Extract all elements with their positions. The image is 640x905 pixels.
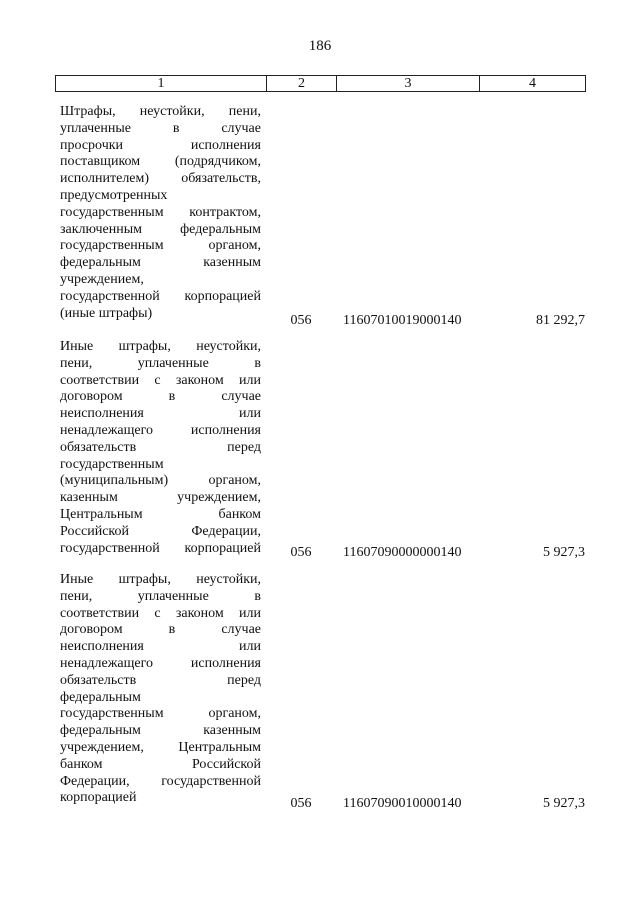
description-line: государственным bbox=[60, 456, 164, 472]
description-line: учреждением, bbox=[60, 271, 144, 287]
description-line: корпорацией bbox=[60, 790, 137, 806]
description-line: неисполнения или bbox=[60, 639, 261, 655]
header-col-3: 3 bbox=[337, 76, 480, 91]
description-line: ненадлежащего исполнения bbox=[60, 422, 261, 438]
description-line: банком Российской bbox=[60, 756, 261, 772]
description-line: поставщиком (подрядчиком, bbox=[60, 154, 261, 170]
description-line: заключенным федеральным bbox=[60, 221, 261, 237]
description-line: государственной корпорацией bbox=[60, 540, 261, 556]
description-line: Иные штрафы, неустойки, bbox=[60, 572, 261, 587]
description-line: договором в случае bbox=[60, 389, 261, 405]
description-line: Штрафы, неустойки, пени, bbox=[60, 104, 261, 119]
description-line: обязательств перед bbox=[60, 439, 261, 455]
description-line: Федерации, государственной bbox=[60, 773, 261, 789]
header-col-2: 2 bbox=[267, 76, 337, 91]
description-line: уплаченные в случае bbox=[60, 120, 261, 136]
description-line: пени, уплаченные в bbox=[60, 355, 261, 371]
description-line: Центральным банком bbox=[60, 506, 261, 522]
kbk-code: 11607090010000140 bbox=[343, 796, 462, 811]
header-col-1: 1 bbox=[56, 76, 267, 91]
description-line: соответствии с законом или bbox=[60, 605, 261, 621]
description-line: федеральным казенным bbox=[60, 255, 261, 271]
description-line: государственным органом, bbox=[60, 706, 261, 722]
description-line: Российской Федерации, bbox=[60, 523, 261, 539]
header-col-4: 4 bbox=[529, 76, 536, 91]
description-line: учреждением, Центральным bbox=[60, 739, 261, 755]
description-line: казенным учреждением, bbox=[60, 490, 261, 506]
admin-code: 056 bbox=[290, 545, 312, 560]
description-line: государственным контрактом, bbox=[60, 204, 261, 220]
description-line: соответствии с законом или bbox=[60, 372, 261, 388]
description-line: (иные штрафы) bbox=[60, 305, 153, 321]
description-line: ненадлежащего исполнения bbox=[60, 655, 261, 671]
row-description bbox=[60, 104, 261, 322]
amount: 5 927,3 bbox=[543, 796, 585, 811]
description-line: федеральным bbox=[60, 689, 141, 705]
row-description bbox=[60, 572, 261, 807]
amount: 5 927,3 bbox=[543, 545, 585, 560]
page-number: 186 bbox=[308, 38, 332, 54]
admin-code: 056 bbox=[290, 796, 312, 811]
description-line: договором в случае bbox=[60, 622, 261, 638]
description-line: предусмотренных bbox=[60, 187, 168, 203]
description-line: исполнителем) обязательств, bbox=[60, 171, 261, 187]
description-line: пени, уплаченные в bbox=[60, 588, 261, 604]
description-line: просрочки исполнения bbox=[60, 137, 261, 153]
row-description bbox=[60, 339, 261, 557]
admin-code: 056 bbox=[290, 313, 312, 328]
description-line: обязательств перед bbox=[60, 672, 261, 688]
kbk-code: 11607090000000140 bbox=[343, 545, 462, 560]
description-line: (муниципальным) органом, bbox=[60, 473, 261, 489]
kbk-code: 11607010019000140 bbox=[343, 313, 462, 328]
amount: 81 292,7 bbox=[536, 313, 585, 328]
table-header-row bbox=[55, 75, 586, 92]
description-line: федеральным казенным bbox=[60, 723, 261, 739]
description-line: Иные штрафы, неустойки, bbox=[60, 339, 261, 354]
description-line: неисполнения или bbox=[60, 406, 261, 422]
description-line: государственным органом, bbox=[60, 238, 261, 254]
description-line: государственной корпорацией bbox=[60, 288, 261, 304]
